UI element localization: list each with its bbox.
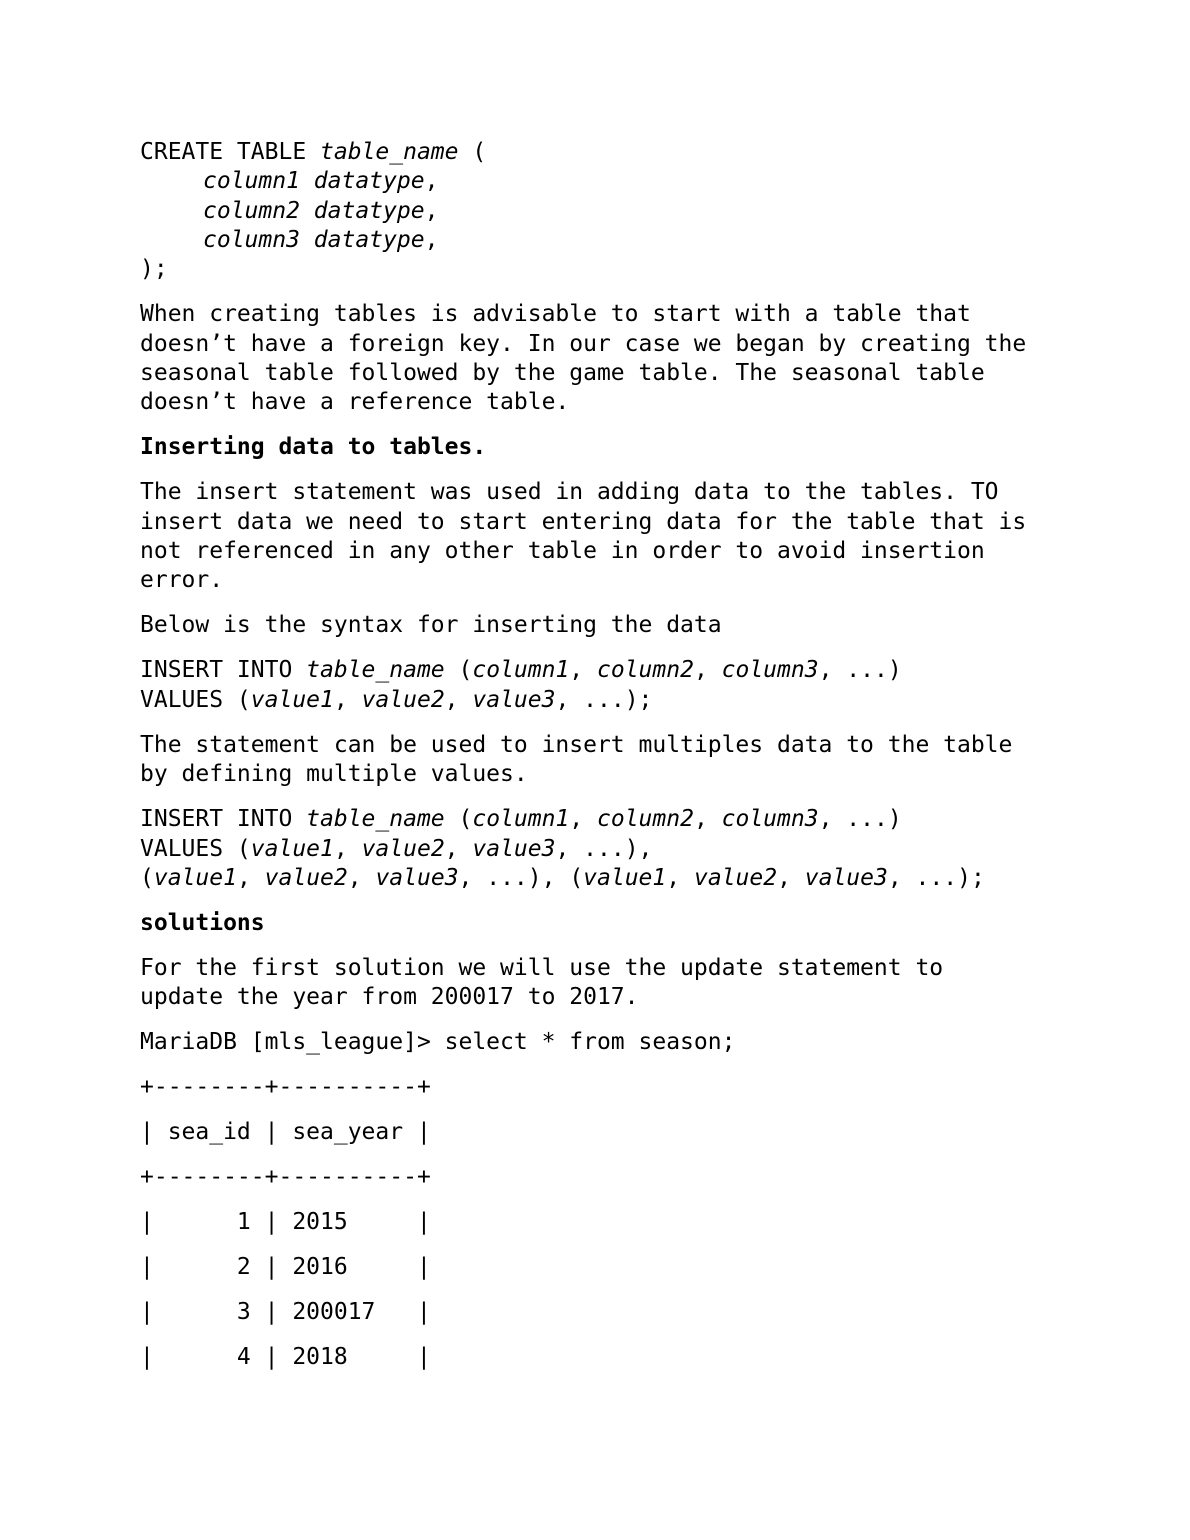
paragraph-multiple-values	[140, 731, 1060, 790]
section-heading-solutions: solutions	[140, 909, 265, 936]
create-column-line: column2 datatype,	[203, 197, 439, 224]
paragraph-table-order	[140, 300, 1060, 417]
paragraph-syntax-intro: Below is the syntax for inserting the data	[140, 612, 722, 639]
text-line: When creating tables is advisable to start with a table that	[140, 301, 971, 328]
text-line: doesn’t have a reference table.	[140, 389, 570, 416]
create-column-line: column1 datatype,	[203, 168, 439, 195]
text-line: The insert statement was used in adding data to the tables. TO	[140, 479, 999, 506]
text-line: doesn’t have a foreign key. In our case we began by creating the	[140, 330, 1027, 357]
table-border: +--------+----------+	[140, 1164, 431, 1191]
text-line: The statement can be used to insert multiples data to the table	[140, 731, 1013, 758]
sql-query-line: MariaDB [mls_league]> select * from season;	[140, 1029, 736, 1056]
insert-into-line: INSERT INTO table_name (column1, column2, column3, ...)	[140, 657, 902, 684]
table-row: | 1 | 2015 |	[140, 1209, 431, 1236]
table-header: | sea_id | sea_year |	[140, 1119, 431, 1146]
text-line: insert data we need to start entering data for the table that is	[140, 508, 1027, 535]
text-line: by defining multiple values.	[140, 761, 528, 788]
insert-syntax-single	[140, 656, 1060, 715]
table-border: +--------+----------+	[140, 1074, 431, 1101]
table-row: | 2 | 2016 |	[140, 1254, 431, 1281]
create-table-syntax	[140, 138, 1060, 284]
create-table-line: CREATE TABLE table_name (	[140, 139, 487, 165]
table-row: | 4 | 2018 |	[140, 1344, 431, 1371]
paragraph-first-solution	[140, 954, 1060, 1013]
text-line: not referenced in any other table in order to avoid insertion	[140, 537, 985, 564]
insert-into-line: INSERT INTO table_name (column1, column2, column3, ...)	[140, 806, 902, 833]
create-close-line: );	[140, 256, 168, 283]
text-line: For the first solution we will use the update statement to	[140, 955, 944, 981]
section-heading-inserting: Inserting data to tables.	[140, 434, 487, 461]
table-row: | 3 | 200017 |	[140, 1299, 431, 1326]
values-line: VALUES (value1, value2, value3, ...),	[140, 835, 653, 862]
insert-syntax-multiple	[140, 805, 1060, 893]
paragraph-insert-statement	[140, 478, 1060, 595]
text-line: update the year from 200017 to 2017.	[140, 984, 639, 1011]
text-line: seasonal table followed by the game table. The seasonal table	[140, 359, 985, 386]
document-page	[140, 138, 1060, 1388]
values-line: VALUES (value1, value2, value3, ...);	[140, 686, 653, 713]
query-result-table	[140, 1073, 1060, 1372]
values-line: (value1, value2, value3, ...), (value1, value2, value3, ...);	[140, 864, 985, 891]
text-line: error.	[140, 567, 224, 594]
create-column-line: column3 datatype,	[203, 226, 439, 253]
